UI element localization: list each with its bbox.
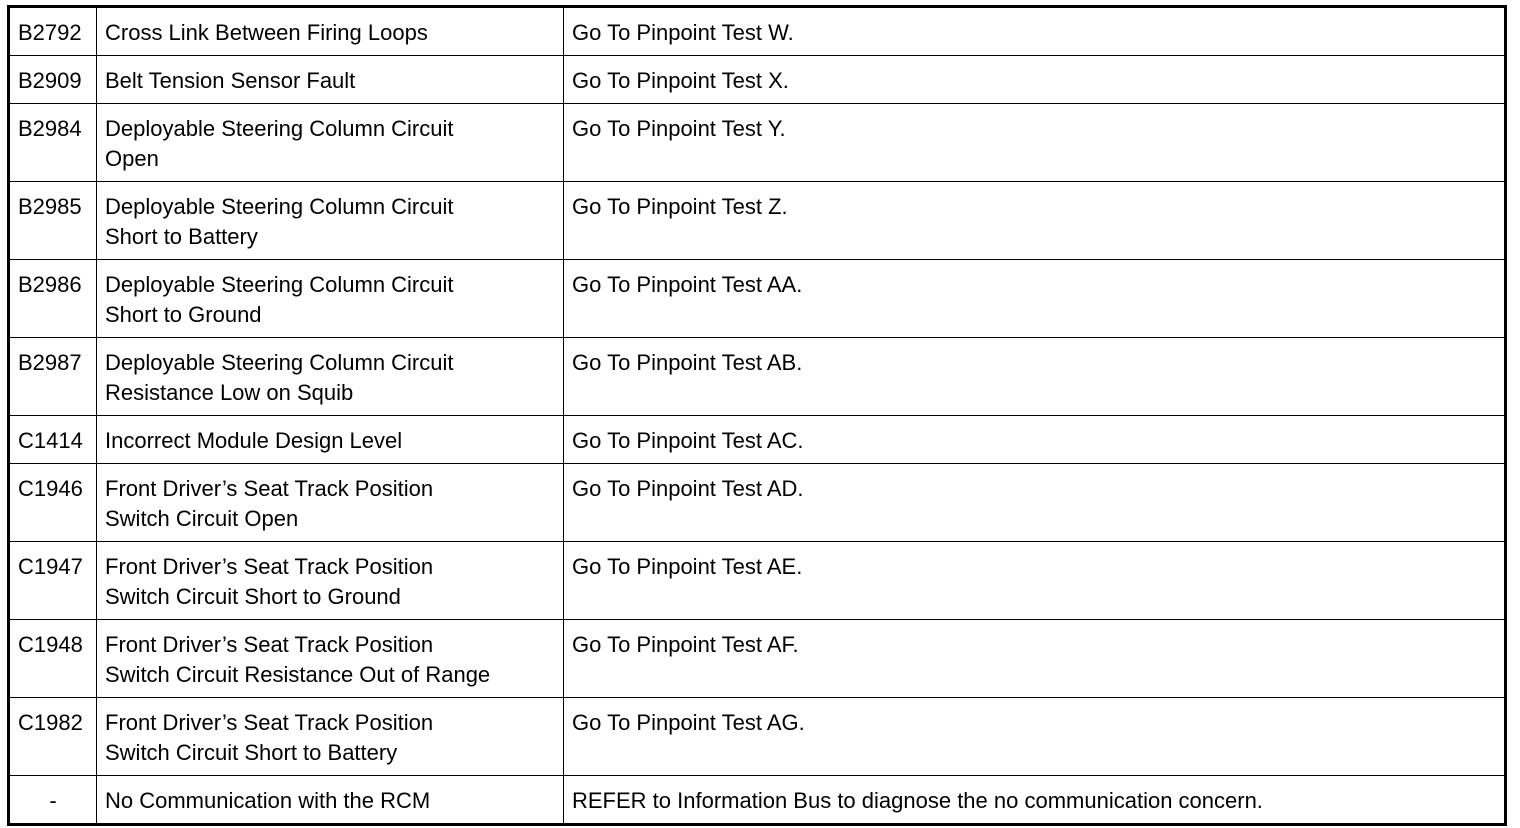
dtc-code: C1947: [9, 542, 97, 620]
dtc-table: [7, 5, 1507, 826]
description-line: Resistance Low on Squib: [105, 380, 354, 405]
dtc-description: [97, 776, 564, 825]
description-line: Switch Circuit Short to Ground: [105, 584, 401, 609]
description-line: Front Driver’s Seat Track Position: [105, 554, 434, 579]
dtc-action: Go To Pinpoint Test AF.: [564, 620, 1506, 698]
dtc-description: [97, 338, 564, 416]
description-line: Deployable Steering Column Circuit: [105, 272, 454, 297]
dtc-code: C1982: [9, 698, 97, 776]
dtc-action: Go To Pinpoint Test Y.: [564, 104, 1506, 182]
description-line: Switch Circuit Short to Battery: [105, 740, 398, 765]
dtc-code: B2985: [9, 182, 97, 260]
table-row: [9, 464, 1506, 542]
dtc-description: [97, 56, 564, 104]
dtc-description: [97, 416, 564, 464]
table-row: [9, 260, 1506, 338]
dtc-action: Go To Pinpoint Test AA.: [564, 260, 1506, 338]
description-line: Switch Circuit Resistance Out of Range: [105, 662, 491, 687]
dtc-action: Go To Pinpoint Test Z.: [564, 182, 1506, 260]
table-row: [9, 104, 1506, 182]
table-row: [9, 7, 1506, 56]
dtc-code: C1948: [9, 620, 97, 698]
description-line: Deployable Steering Column Circuit: [105, 116, 454, 141]
description-line: No Communication with the RCM: [105, 788, 431, 813]
description-line: Deployable Steering Column Circuit: [105, 350, 454, 375]
table-row: [9, 542, 1506, 620]
description-line: Switch Circuit Open: [105, 506, 299, 531]
dtc-description: [97, 542, 564, 620]
dtc-action: Go To Pinpoint Test X.: [564, 56, 1506, 104]
dtc-code: -: [9, 776, 97, 825]
dtc-action: Go To Pinpoint Test W.: [564, 7, 1506, 56]
table-row: [9, 182, 1506, 260]
dtc-code: B2984: [9, 104, 97, 182]
description-line: Front Driver’s Seat Track Position: [105, 710, 434, 735]
dtc-description: [97, 7, 564, 56]
dtc-action: Go To Pinpoint Test AG.: [564, 698, 1506, 776]
dtc-code: C1414: [9, 416, 97, 464]
dtc-description: [97, 620, 564, 698]
dtc-description: [97, 104, 564, 182]
dtc-action: Go To Pinpoint Test AB.: [564, 338, 1506, 416]
table-row: [9, 416, 1506, 464]
description-line: Front Driver’s Seat Track Position: [105, 476, 434, 501]
dtc-code: B2986: [9, 260, 97, 338]
dtc-code: B2909: [9, 56, 97, 104]
description-line: Incorrect Module Design Level: [105, 428, 403, 453]
description-line: Front Driver’s Seat Track Position: [105, 632, 434, 657]
dtc-action: Go To Pinpoint Test AD.: [564, 464, 1506, 542]
description-line: Cross Link Between Firing Loops: [105, 20, 428, 45]
table-row: [9, 56, 1506, 104]
table-row: [9, 698, 1506, 776]
table-row: [9, 620, 1506, 698]
dtc-code: B2792: [9, 7, 97, 56]
table-row: [9, 776, 1506, 825]
dtc-description: [97, 464, 564, 542]
dtc-description: [97, 698, 564, 776]
dtc-code: C1946: [9, 464, 97, 542]
dtc-code: B2987: [9, 338, 97, 416]
description-line: Short to Battery: [105, 224, 258, 249]
table-row: [9, 338, 1506, 416]
dtc-description: [97, 260, 564, 338]
description-line: Belt Tension Sensor Fault: [105, 68, 356, 93]
dtc-description: [97, 182, 564, 260]
dtc-action: Go To Pinpoint Test AE.: [564, 542, 1506, 620]
description-line: Deployable Steering Column Circuit: [105, 194, 454, 219]
dtc-action: REFER to Information Bus to diagnose the no communication concern.: [564, 776, 1506, 825]
description-line: Short to Ground: [105, 302, 262, 327]
description-line: Open: [105, 146, 159, 171]
dtc-action: Go To Pinpoint Test AC.: [564, 416, 1506, 464]
